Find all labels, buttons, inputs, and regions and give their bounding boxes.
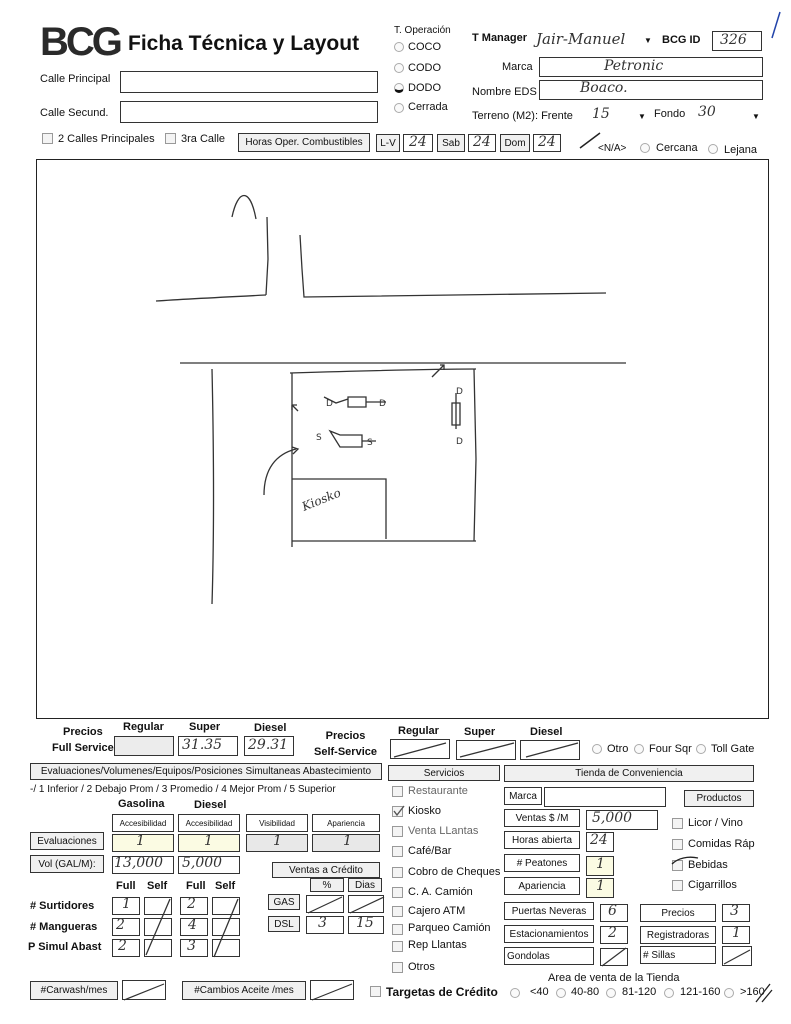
kiosk-label: Kiosko (299, 485, 343, 514)
svg-text:D: D (456, 387, 463, 397)
dom-label: Dom (500, 134, 530, 152)
evaluaciones-label: Evaluaciones (30, 832, 104, 850)
registradoras-value: 1 (732, 925, 741, 941)
credit-pct-header: % (310, 878, 344, 892)
cercana-radio[interactable] (640, 143, 650, 153)
store-marca-input[interactable] (544, 787, 666, 807)
apariencia-header: Apariencia (312, 814, 380, 832)
vol-diesel-value: 5,000 (182, 855, 223, 871)
accesibilidad-diesel-header: Accesibilidad (178, 814, 240, 832)
bcg-logo: BCG (40, 20, 120, 64)
apariencia-label: Apariencia (504, 877, 580, 895)
camion-label: C. A. Camión (408, 886, 473, 898)
horas-value: 24 (590, 832, 608, 848)
store-header: Tienda de Conveniencia (504, 765, 754, 782)
cafe-checkbox[interactable] (392, 846, 403, 857)
codo-label: CODO (408, 62, 441, 74)
diesel-eval-header: Diesel (194, 799, 227, 811)
carwash-label: #Carwash/mes (30, 981, 118, 1000)
bebidas-label: Bebidas (688, 859, 728, 871)
dodo-label: DODO (408, 82, 441, 94)
full-header-gas: Full (116, 880, 136, 892)
simul-diesel-full-value: 3 (187, 938, 196, 954)
ventas-credito-label: Ventas a Crédito (272, 862, 380, 878)
calle-principal-label: Calle Principal (40, 73, 111, 85)
cigarrillos-label: Cigarrillos (688, 879, 737, 891)
area-radio-4[interactable] (664, 988, 674, 998)
bcg-id-value: 326 (720, 32, 747, 48)
gondolas-strike-icon (600, 946, 754, 968)
frente-value: 15 (592, 106, 610, 122)
na-label: <N/A> (598, 143, 627, 154)
self-price-strike-icon (390, 739, 580, 761)
cigarrillos-checkbox[interactable] (672, 880, 683, 891)
calle-secund-label: Calle Secund. (40, 107, 109, 119)
sab-label: Sab (437, 134, 465, 152)
credit-days-header: Dias (348, 878, 382, 892)
services-header: Servicios (388, 765, 500, 781)
parqueo-checkbox[interactable] (392, 924, 403, 935)
full-header-diesel: Full (186, 880, 206, 892)
otros-label: Otros (408, 961, 435, 973)
fondo-dropdown-icon[interactable]: ▼ (752, 112, 760, 121)
otro-label: Otro (607, 743, 629, 755)
peatones-label: # Peatones (504, 854, 580, 872)
svg-text:D: D (379, 399, 386, 409)
simul-label: P Simul Abast (28, 941, 102, 953)
eds-input[interactable] (539, 80, 763, 100)
horas-label: Horas abierta (504, 831, 580, 849)
llantas-label: Venta LLantas (408, 825, 479, 837)
kiosko-check-icon (392, 804, 406, 818)
otro-radio[interactable] (592, 744, 602, 754)
cerrada-label: Cerrada (408, 101, 448, 113)
svg-text:D: D (456, 437, 463, 447)
puertas-label: Puertas Neveras (504, 902, 594, 920)
parqueo-label: Parqueo Camión (408, 922, 491, 934)
full-regular-input[interactable] (114, 736, 174, 756)
frente-dropdown-icon[interactable]: ▼ (638, 112, 646, 121)
area-radio-2[interactable] (556, 988, 566, 998)
puertas-value: 6 (608, 903, 617, 919)
evaluations-bar: Evaluaciones/Volumenes/Equipos/Posiciones Simultaneas Abastecimiento (30, 763, 382, 780)
operation-label: T. Operación (394, 25, 451, 36)
area-option-1: <40 (530, 986, 549, 998)
toll-gate-radio[interactable] (696, 744, 706, 754)
cheques-label: Cobro de Cheques (408, 866, 501, 878)
tarjetas-label: Targetas de Crédito (386, 985, 498, 999)
llantas-checkbox[interactable] (392, 826, 403, 837)
vol-label: Vol (GAL/M): (30, 855, 104, 873)
dsl-credit-pct-value: 3 (318, 915, 327, 931)
terreno-label: Terreno (M2): Frente (472, 110, 573, 122)
third-street-label: 3ra Calle (181, 133, 226, 145)
surt-gas-full-value: 1 (122, 896, 131, 912)
svg-text:D: D (326, 399, 333, 409)
svg-text:S: S (367, 438, 373, 448)
diesel-header-full: Diesel (254, 722, 287, 734)
self-header-gas: Self (147, 880, 168, 892)
accesibilidad-gas-header: Accesibilidad (112, 814, 174, 832)
area-radio-3[interactable] (606, 988, 616, 998)
super-header-self: Super (464, 726, 496, 738)
gondolas-label: Gondolas (504, 947, 594, 965)
regular-header-full: Regular (123, 721, 164, 733)
area-radio-5[interactable] (724, 988, 734, 998)
four-sqr-radio[interactable] (634, 744, 644, 754)
lejana-label: Lejana (724, 144, 758, 156)
rep-llantas-checkbox[interactable] (392, 941, 403, 952)
cerrada-radio[interactable] (394, 103, 404, 113)
precios-label: Precios (640, 904, 716, 922)
dsl-credit-label: DSL (268, 916, 300, 932)
carwash-strike-icon (122, 980, 356, 1002)
area-option-4: 121-160 (680, 986, 721, 998)
store-marca-label: Marca (504, 787, 542, 805)
atm-label: Cajero ATM (408, 905, 466, 917)
fondo-label: Fondo (654, 108, 686, 120)
precios-value: 3 (730, 903, 739, 919)
eds-value: Boaco. (580, 80, 628, 96)
eval-gas-value: 1 (136, 833, 145, 849)
mang-gas-full-value: 2 (116, 917, 125, 933)
third-street-checkbox[interactable] (165, 133, 176, 144)
marca-label: Marca (502, 61, 533, 73)
lv-value: 24 (409, 134, 427, 150)
eds-label: Nombre EDS (472, 86, 537, 98)
svg-text:S: S (316, 433, 322, 443)
dodo-radio[interactable] (394, 83, 404, 93)
cercana-label: Cercana (656, 142, 698, 154)
apariencia-value: 1 (596, 878, 605, 894)
manager-value: Jair-Manuel (536, 30, 626, 48)
two-streets-checkbox[interactable] (42, 133, 53, 144)
sillas-label: # Sillas (640, 946, 716, 964)
cheques-checkbox[interactable] (392, 867, 403, 878)
comidas-checkbox[interactable] (672, 839, 683, 850)
aceite-label: #Cambios Aceite /mes (182, 981, 306, 1000)
area-selected-mark-icon (752, 982, 774, 1004)
mang-diesel-full-value: 4 (188, 917, 197, 933)
calle-principal-input[interactable] (120, 71, 378, 93)
restaurante-label: Restaurante (408, 785, 468, 797)
gasolina-header: Gasolina (118, 798, 165, 810)
self-strike-icon (144, 895, 244, 961)
comidas-label: Comidas Ráp (688, 838, 755, 850)
estac-value: 2 (608, 925, 617, 941)
coco-label: COCO (408, 41, 441, 53)
surt-diesel-full-value: 2 (187, 896, 196, 912)
marca-value: Petronic (604, 58, 664, 74)
super-header-full: Super (189, 721, 221, 733)
manager-dropdown-icon[interactable]: ▼ (644, 36, 652, 45)
coco-radio[interactable] (394, 42, 404, 52)
fondo-value: 30 (698, 104, 716, 120)
scale-text: -/ 1 Inferior / 2 Debajo Prom / 3 Promedio / 4 Mejor Prom / 5 Superior (30, 784, 336, 795)
toll-gate-label: Toll Gate (711, 743, 755, 755)
licor-label: Licor / Vino (688, 817, 743, 829)
eval-diesel-value: 1 (204, 833, 213, 849)
sab-value: 24 (473, 134, 491, 150)
licor-checkbox[interactable] (672, 818, 683, 829)
visibilidad-header: Visibilidad (246, 814, 308, 832)
dom-value: 24 (538, 134, 556, 150)
area-option-5: >160 (740, 986, 765, 998)
manager-label: T Manager (472, 32, 528, 44)
calle-secund-input[interactable] (120, 101, 378, 123)
otros-checkbox[interactable] (392, 962, 403, 973)
dsl-credit-days-value: 15 (356, 915, 374, 931)
layout-sketch-drawing (36, 159, 769, 719)
precios-self-label: Precios Self-Service (314, 730, 377, 758)
atm-checkbox[interactable] (392, 906, 403, 917)
bcg-id-label: BCG ID (662, 34, 701, 46)
four-sqr-label: Four Sqr (649, 743, 692, 755)
vol-gas-value: 13,000 (114, 855, 163, 871)
area-radio-1[interactable] (510, 988, 520, 998)
rep-llantas-label: Rep Llantas (408, 939, 467, 951)
restaurante-checkbox[interactable] (392, 786, 403, 797)
two-streets-label: 2 Calles Principales (58, 133, 155, 145)
peatones-value: 1 (596, 856, 605, 872)
ventas-value: 5,000 (592, 810, 633, 826)
lv-label: L-V (376, 134, 400, 152)
registradoras-label: Registradoras (640, 926, 716, 944)
hours-button[interactable]: Horas Oper. Combustibles (238, 133, 370, 152)
gas-credit-label: GAS (268, 894, 300, 910)
mangueras-label: # Mangueras (30, 921, 98, 933)
tarjetas-checkbox[interactable] (370, 986, 381, 997)
gas-credit-strike-icon (306, 895, 386, 915)
ventas-label: Ventas $ /M (504, 809, 580, 827)
area-label: Area de venta de la Tienda (548, 972, 680, 984)
precios-full-label: Precios Full Service (52, 726, 114, 754)
area-option-3: 81-120 (622, 986, 657, 998)
full-super-value: 31.35 (182, 737, 223, 753)
codo-radio[interactable] (394, 63, 404, 73)
eval-visibilidad-value: 1 (273, 833, 282, 849)
simul-gas-full-value: 2 (118, 938, 127, 954)
page-title: Ficha Técnica y Layout (128, 32, 360, 55)
estac-label: Estacionamientos (504, 925, 594, 943)
area-option-2: 40-80 (571, 986, 600, 998)
corner-pen-mark-icon (770, 10, 784, 40)
lejana-radio[interactable] (708, 144, 718, 154)
kiosko-label: Kiosko (408, 805, 442, 817)
surtidores-label: # Surtidores (30, 900, 95, 912)
products-button[interactable]: Productos (684, 790, 754, 807)
regular-header-self: Regular (398, 725, 439, 737)
camion-checkbox[interactable] (392, 887, 403, 898)
full-diesel-value: 29.31 (248, 737, 289, 753)
self-header-diesel: Self (215, 880, 236, 892)
eval-apariencia-value: 1 (343, 833, 352, 849)
diesel-header-self: Diesel (530, 726, 563, 738)
cafe-label: Café/Bar (408, 845, 452, 857)
